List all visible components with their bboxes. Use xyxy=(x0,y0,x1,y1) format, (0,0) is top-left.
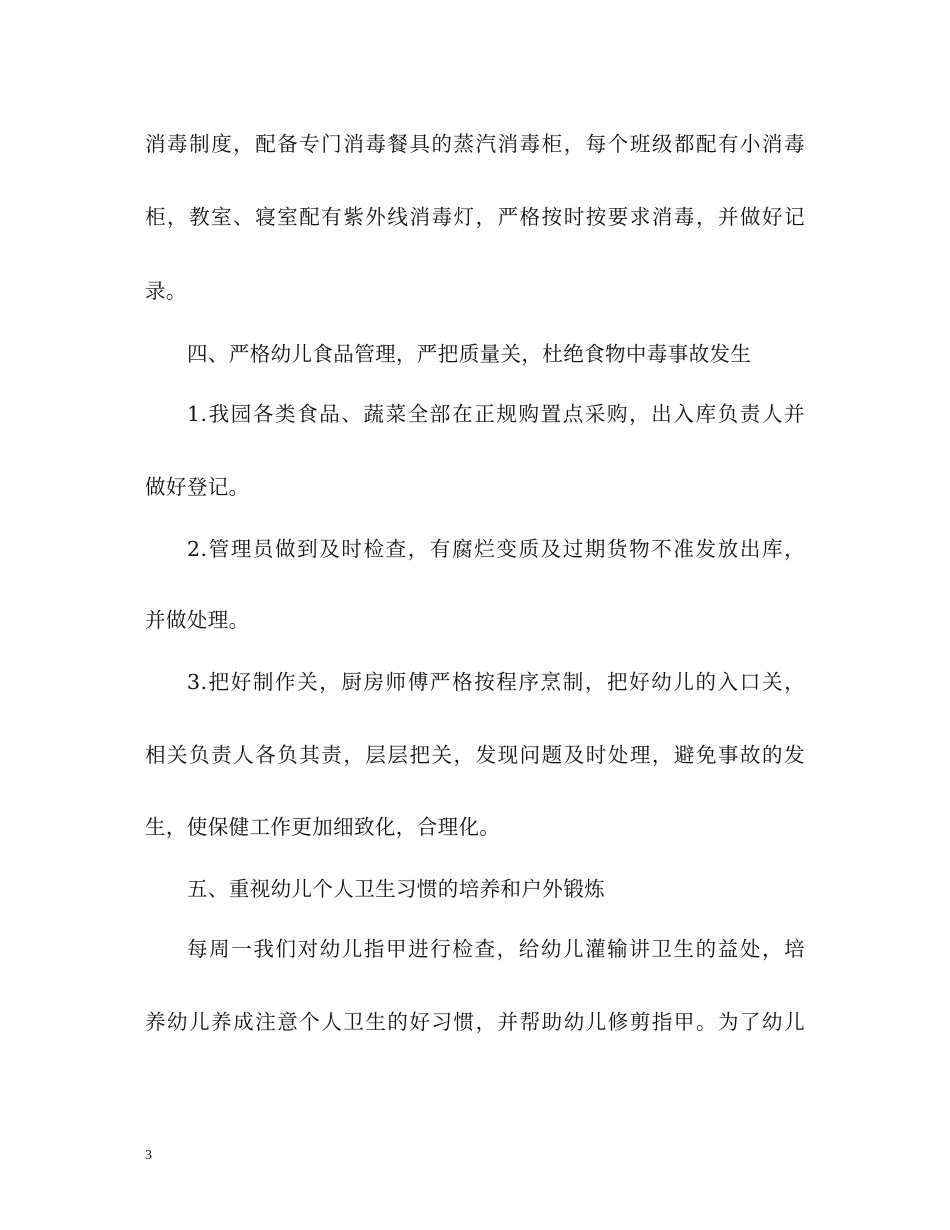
list-item: 2.管理员做到及时检查，有腐烂变质及过期货物不准发放出库， xyxy=(187,537,805,561)
body-text-line: 养幼儿养成注意个人卫生的好习惯，并帮助幼儿修剪指甲。为了幼儿 xyxy=(145,1010,805,1034)
section-heading: 四、严格幼儿食品管理，严把质量关，杜绝食物中毒事故发生 xyxy=(187,342,752,366)
body-text-line: 消毒制度，配备专门消毒餐具的蒸汽消毒柜，每个班级都配有小消毒 xyxy=(145,132,805,156)
list-item: 1.我园各类食品、蔬菜全部在正规购置点采购，出入库负责人并 xyxy=(187,402,805,426)
body-text-line: 相关负责人各负其责，层层把关，发现问题及时处理，避免事故的发 xyxy=(145,743,805,767)
body-text-line: 生，使保健工作更加细致化，合理化。 xyxy=(145,815,501,839)
list-item: 3.把好制作关，厨房师傅严格按程序烹制，把好幼儿的入口关， xyxy=(187,670,805,694)
page-number: 3 xyxy=(145,1148,152,1163)
body-text-line: 做好登记。 xyxy=(145,475,250,499)
body-text-line: 录。 xyxy=(145,279,187,303)
section-heading: 五、重视幼儿个人卫生习惯的培养和户外锻炼 xyxy=(187,877,605,901)
body-text-line: 并做处理。 xyxy=(145,608,250,632)
body-text-line: 每周一我们对幼儿指甲进行检查，给幼儿灌输讲卫生的益处，培 xyxy=(187,937,805,961)
body-text-line: 柜，教室、寝室配有紫外线消毒灯，严格按时按要求消毒，并做好记 xyxy=(145,205,805,229)
